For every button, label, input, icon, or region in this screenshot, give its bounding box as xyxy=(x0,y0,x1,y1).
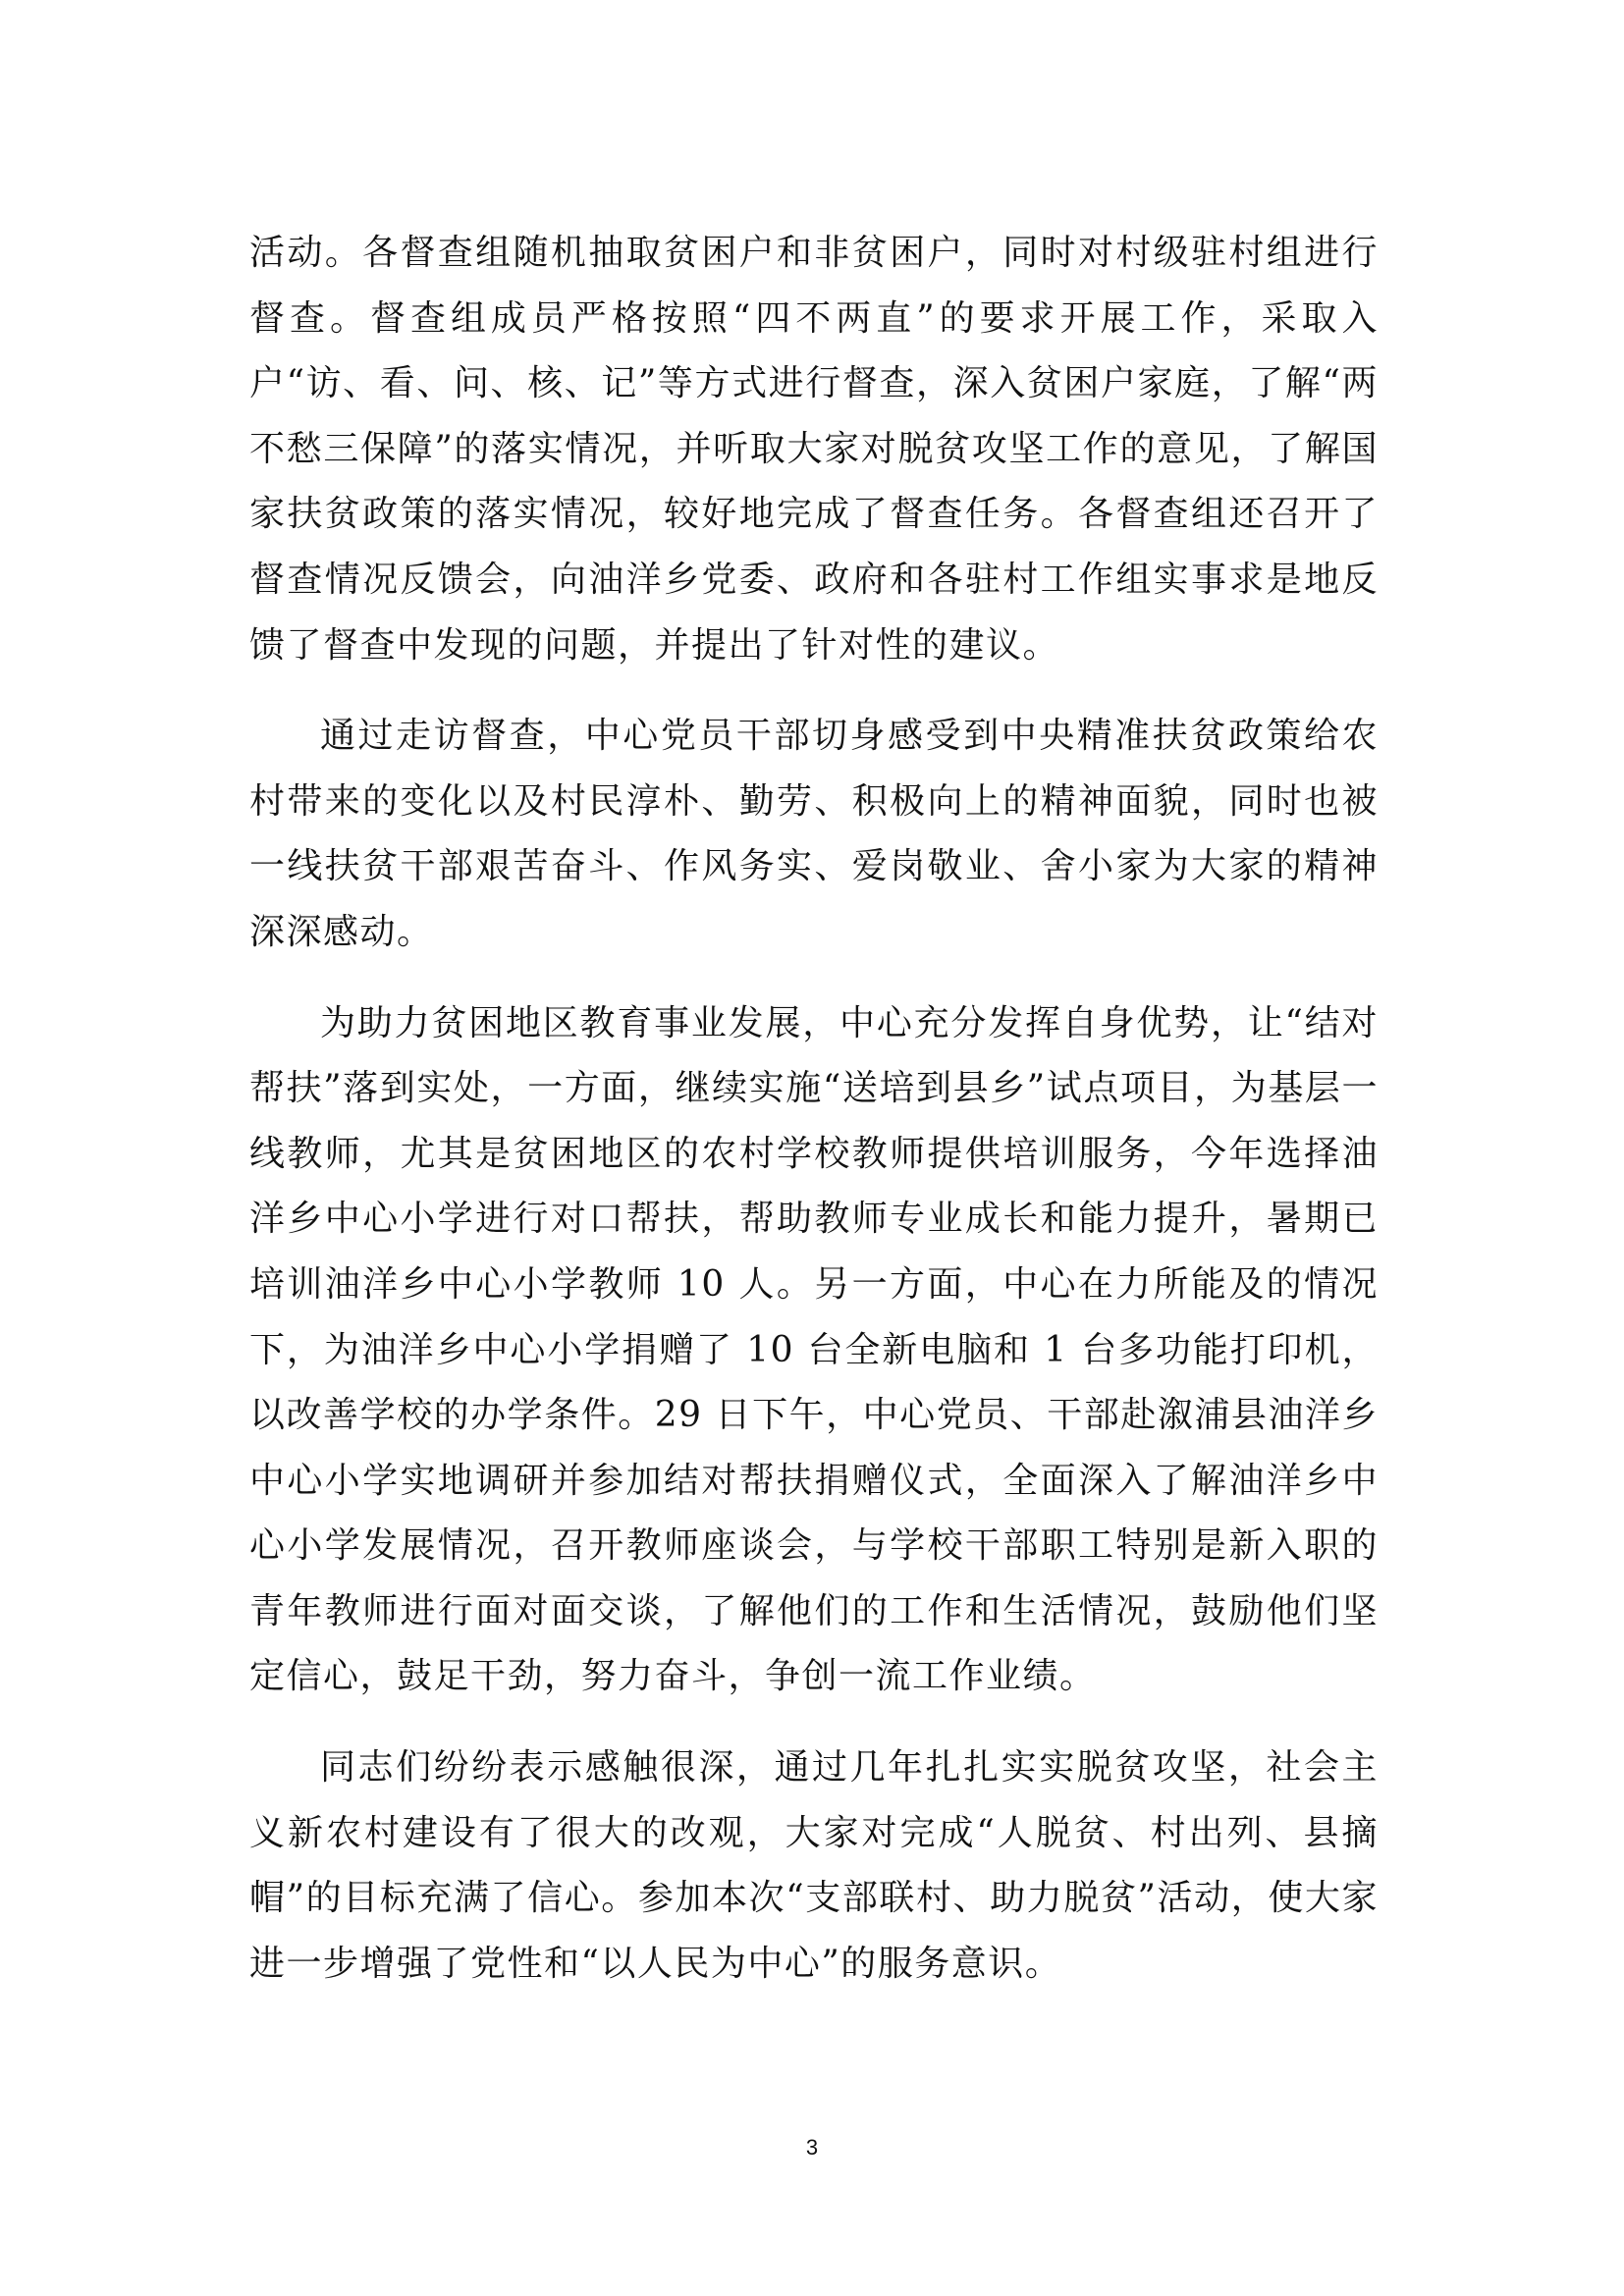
paragraph-1: 活动。各督查组随机抽取贫困户和非贫困户，同时对村级驻村组进行督查。督查组成员严格按照“四不两直”的要求开展工作，采取入户“访、看、问、核、记”等方式进行督查，深入贫困户家庭，了解“两不愁三保障”的落实情况，并听取大家对脱贫攻坚工作的意见，了解国家扶贫政策的落实情况，较好地完成了督查任务。各督查组还召开了督查情况反馈会，向油洋乡党委、政府和各驻村工作组实事求是地反馈了督查中发现的问题，并提出了针对性的建议。 xyxy=(249,233,1379,666)
paragraph-2: 通过走访督查，中心党员干部切身感受到中央精准扶贫政策给农村带来的变化以及村民淳朴、勤劳、积极向上的精神面貌，同时也被一线扶贫干部艰苦奋斗、作风务实、爱岗敬业、舍小家为大家的精神深深感动。 xyxy=(249,716,1379,952)
document-body xyxy=(249,221,1379,2022)
page-number: 3 xyxy=(805,2135,819,2160)
paragraph-3: 为助力贫困地区教育事业发展，中心充分发挥自身优势，让“结对帮扶”落到实处，一方面，继续实施“送培到县乡”试点项目，为基层一线教师，尤其是贫困地区的农村学校教师提供培训服务，今年选择油洋乡中心小学进行对口帮扶，帮助教师专业成长和能力提升，暑期已培训油洋乡中心小学教师 10 人。另一方面，中心在力所能及的情况下，为油洋乡中心小学捐赠了 10 台全新电脑和 1 台多功能打印机，以改善学校的办学条件。29 日下午，中心党员、干部赴溆浦县油洋乡中心小学实地调研并参加结对帮扶捐赠仪式，全面深入了解油洋乡中心小学发展情况，召开教师座谈会，与学校干部职工特别是新入职的青年教师进行面对面交谈，了解他们的工作和生活情况，鼓励他们坚定信心，鼓足干劲，努力奋斗，争创一流工作业绩。 xyxy=(249,1002,1379,1697)
paragraph-4: 同志们纷纷表示感触很深，通过几年扎扎实实脱贫攻坚，社会主义新农村建设有了很大的改观，大家对完成“人脱贫、村出列、县摘帽”的目标充满了信心。参加本次“支部联村、助力脱贫”活动，使大家进一步增强了党性和“以人民为中心”的服务意识。 xyxy=(249,1747,1379,1984)
